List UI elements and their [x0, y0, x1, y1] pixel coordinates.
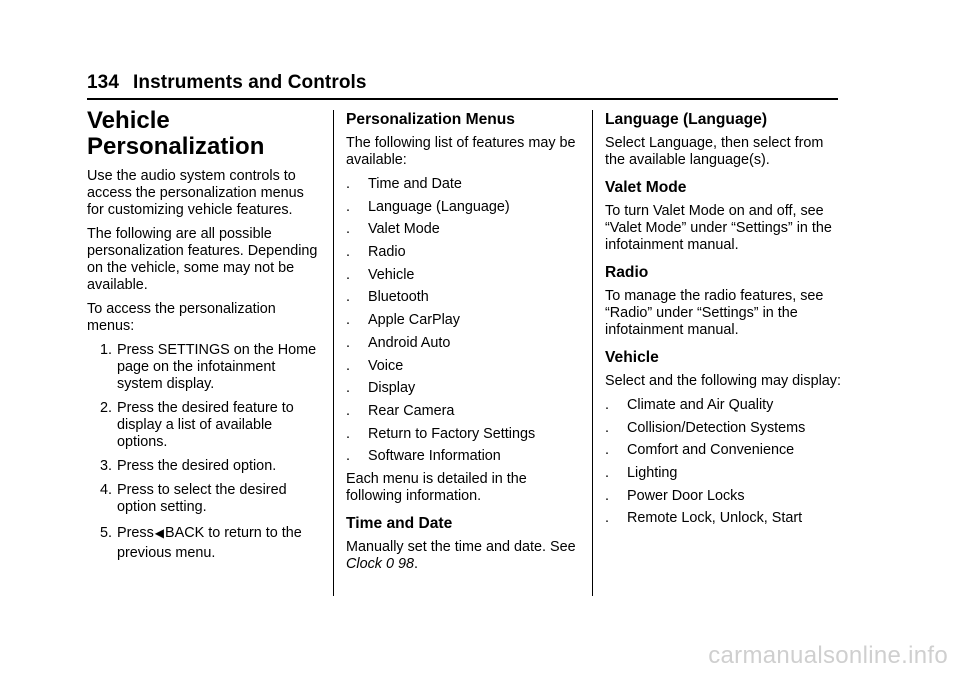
radio-heading: Radio — [605, 264, 649, 281]
back-arrow-icon: ◀ — [154, 526, 165, 540]
radio-text: To manage the radio features, see “Radio” under “Settings” in the infotainment manual. — [605, 288, 824, 338]
column-3 — [605, 111, 841, 533]
language-text: Select Language, then select from the available language(s). — [605, 135, 824, 168]
page-number: 134 — [87, 72, 120, 93]
list-item: . Remote Lock, Unlock, Start — [605, 510, 803, 527]
time-and-date-text: Manually set the time and date. See Clock 0 98. — [346, 539, 576, 573]
list-item: . Radio — [346, 244, 406, 261]
column-1 — [87, 108, 323, 570]
list-item: . Voice — [346, 357, 404, 374]
menus-intro: The following list of features may be available: — [346, 135, 576, 168]
column-divider-2 — [592, 110, 593, 596]
list-item: . Lighting — [605, 465, 678, 482]
personalization-menus-heading: Personalization Menus — [346, 111, 515, 128]
column-2 — [346, 111, 584, 580]
step-item: 1. Press SETTINGS on the Home page on the infotainment system display. — [100, 342, 317, 392]
page-reference-icon: 0 — [385, 556, 394, 573]
valet-mode-text: To turn Valet Mode on and off, see “Valet Mode” under “Settings” in the infotainment manual. — [605, 203, 832, 253]
list-item: . Apple CarPlay — [346, 312, 460, 329]
vehicle-personalization-title: Vehicle Personalization — [87, 107, 265, 160]
clock-reference-link[interactable]: Clock 0 98 — [346, 556, 415, 573]
list-item: . Power Door Locks — [605, 487, 745, 504]
step-item: 3. Press the desired option. — [100, 458, 277, 474]
vehicle-text: Select and the following may display: — [605, 373, 841, 389]
menu-features-list — [346, 176, 584, 465]
list-item: . Android Auto — [346, 334, 451, 351]
step-item: 4. Press to select the desired option setting. — [100, 482, 287, 515]
list-item: . Software Information — [346, 448, 501, 465]
list-item: . Comfort and Convenience — [605, 442, 795, 459]
watermark: carmanualsonline.info — [708, 642, 948, 669]
list-item: . Time and Date — [346, 176, 462, 192]
list-item: . Valet Mode — [346, 221, 440, 238]
step-item: 2. Press the desired feature to display a list of available options. — [100, 400, 294, 450]
time-and-date-heading: Time and Date — [346, 515, 453, 533]
valet-mode-heading: Valet Mode — [605, 179, 687, 196]
header-rule — [87, 98, 838, 100]
list-item: . Climate and Air Quality — [605, 397, 774, 413]
language-heading: Language (Language) — [605, 111, 768, 128]
vehicle-heading: Vehicle — [605, 349, 659, 366]
section-title: Instruments and Controls — [133, 72, 367, 93]
step-item: 5. Press◀BACK to return to the previous menu. — [100, 525, 302, 561]
column-divider-1 — [333, 110, 334, 596]
list-item: . Bluetooth — [346, 289, 429, 306]
page-header — [87, 72, 367, 94]
list-item: . Collision/Detection Systems — [605, 419, 806, 436]
availability-paragraph: The following are all possible personalization features. Depending on the vehicle, some may not be available. — [87, 226, 318, 293]
access-paragraph: To access the personalization menus: — [87, 301, 276, 334]
steps-list — [87, 342, 323, 563]
list-item: . Language (Language) — [346, 198, 510, 215]
menus-outro: Each menu is detailed in the following information. — [346, 471, 527, 505]
vehicle-features-list — [605, 397, 841, 527]
list-item: . Display — [346, 380, 416, 397]
list-item: . Rear Camera — [346, 402, 455, 419]
intro-paragraph: Use the audio system controls to access the personalization menus for customizing vehicle features. — [87, 168, 304, 218]
list-item: . Vehicle — [346, 266, 415, 283]
list-item: . Return to Factory Settings — [346, 425, 536, 442]
